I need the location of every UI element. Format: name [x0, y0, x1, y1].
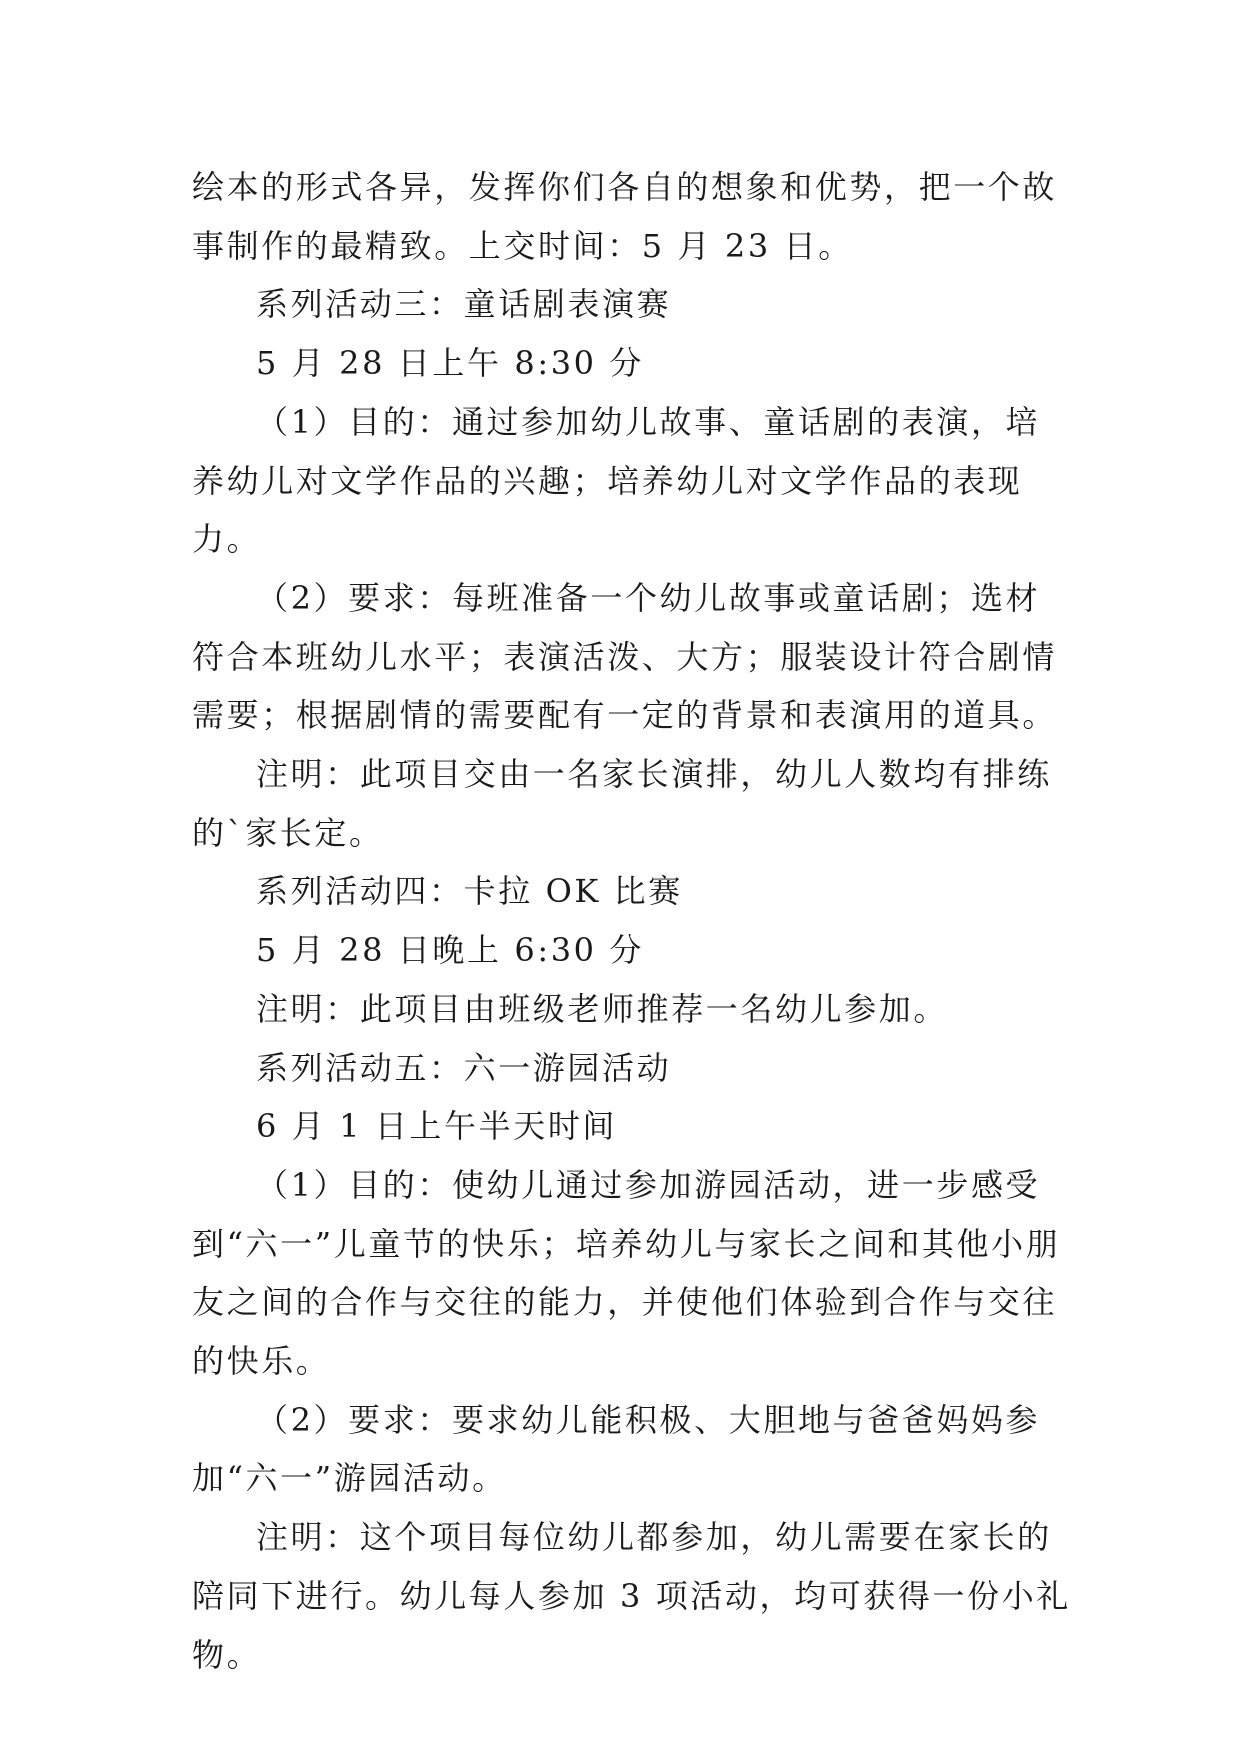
- paragraph-2: 系列活动三：童话剧表演赛: [256, 285, 672, 324]
- paragraph-4: （1）目的：通过参加幼儿故事、童话剧的表演，培养幼儿对文学作品的兴趣；培养幼儿对文学作品的表现力。: [192, 402, 1041, 559]
- paragraph-14: 注明：这个项目每位幼儿都参加，幼儿需要在家长的陪同下进行。幼儿每人参加 3 项活动，均可获得一份小礼物。: [192, 1518, 1071, 1674]
- paragraph-6: 注明：此项目交由一名家长演排，幼儿人数均有排练的`家长定。: [192, 755, 1052, 852]
- paragraph-11: 6 月 1 日上午半天时间: [256, 1107, 618, 1146]
- paragraph-12: （1）目的：使幼儿通过参加游园活动，进一步感受到“六一”儿童节的快乐；培养幼儿与家长之间和其他小朋友之间的合作与交往的能力，并使他们体验到合作与交往的快乐。: [192, 1165, 1061, 1381]
- paragraph-13: （2）要求：要求幼儿能积极、大胆地与爸爸妈妈参加“六一”游园活动。: [192, 1400, 1041, 1498]
- paragraph-5: （2）要求：每班准备一个幼儿故事或童话剧；选材符合本班幼儿水平；表演活泼、大方；服装设计符合剧情需要；根据剧情的需要配有一定的背景和表演用的道具。: [192, 578, 1058, 735]
- document-body: [192, 158, 1072, 1684]
- paragraph-7: 系列活动四：卡拉 OK 比赛: [256, 872, 683, 911]
- paragraph-10: 系列活动五：六一游园活动: [256, 1048, 672, 1087]
- paragraph-3: 5 月 28 日上午 8:30 分: [256, 344, 644, 383]
- paragraph-9: 注明：此项目由班级老师推荐一名幼儿参加。: [256, 989, 949, 1028]
- paragraph-8: 5 月 28 日晚上 6:30 分: [256, 931, 644, 970]
- paragraph-1: 绘本的形式各异，发挥你们各自的想象和优势，把一个故事制作的最精致。上交时间：5 月 23 日。: [192, 168, 1058, 265]
